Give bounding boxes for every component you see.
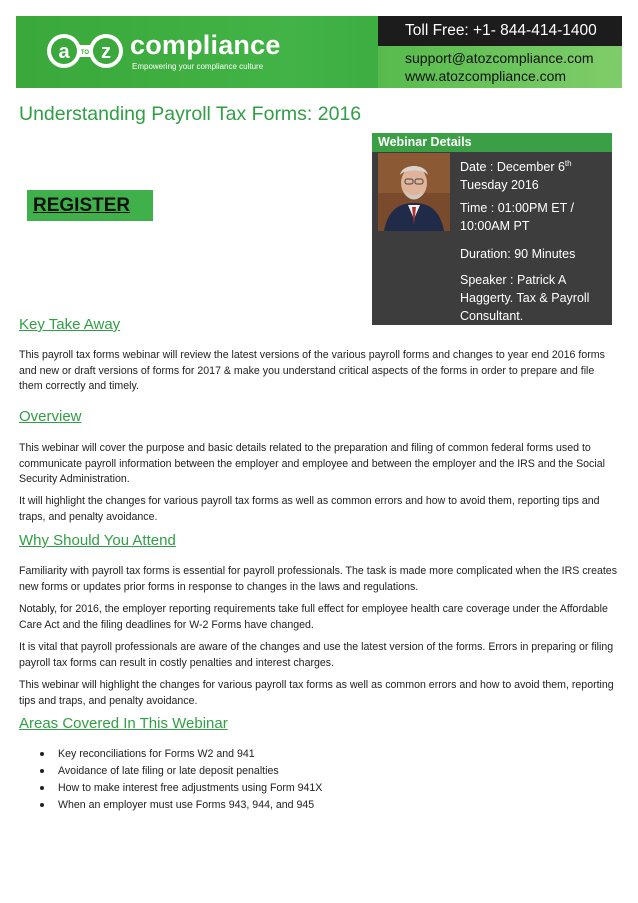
list-item: Key reconciliations for Forms W2 and 941 [38,746,322,763]
why-attend-paragraph: Familiarity with payroll tax forms is essential for payroll professionals. The task is made more complicated when the IRS creates new forms or updates prior forms in response to changes in the laws and regulations. [19,565,617,593]
areas-covered-heading: Areas Covered In This Webinar [19,715,228,732]
why-attend-paragraph: This webinar will highlight the changes for various payroll tax forms as well as common errors and how to avoid them, reporting tips and traps, and penalty avoidance. [19,679,614,707]
webinar-details-heading: Webinar Details [372,133,612,152]
list-item: When an employer must use Forms 943, 944, and 945 [38,797,322,814]
list-item: How to make interest free adjustments using Form 941X [38,780,322,797]
key-take-away-heading: Key Take Away [19,316,121,333]
webinar-details-panel [372,133,612,325]
toll-free-strip [378,16,622,46]
overview-paragraph: It will highlight the changes for various payroll tax forms as well as common errors and how to avoid them, reporting tips and traps, and penalty avoidance. [19,495,600,523]
webinar-day: Tuesday 2016 [460,178,539,193]
overview-paragraph: This webinar will cover the purpose and basic details related to the preparation and filing of common federal forms used to communicate payroll information between the employer and employee and between the employer and the IRS and the Social Security Administration. [19,442,605,485]
webinar-time: Time : 01:00PM ET / 10:00AM PT [460,201,574,233]
webinar-date-ordinal: th [564,159,572,168]
header-banner [16,16,622,88]
logo-letter-to: TO [80,50,90,56]
webinar-speaker: Speaker : Patrick A Haggerty. Tax & Payroll Consultant. [460,273,590,323]
key-take-away-paragraph: This payroll tax forms webinar will review the latest versions of the various payroll forms and changes to year end 2016 forms and new or draft versions of forms for 2017 & make you understand critical aspects of the forms in order to prepare and file them correctly and timely. [19,349,605,392]
atoz-logo-icon [44,29,128,73]
speaker-photo [378,153,450,231]
why-attend-paragraph: Notably, for 2016, the employer reporting requirements take full effect for employee health care coverage under the Affordable Care Act and the filing deadlines for W-2 Forms have changed. [19,603,608,631]
overview-heading: Overview [19,408,82,425]
webinar-duration: Duration: 90 Minutes [460,247,576,261]
webinar-date-text: Date : December 6 [460,160,565,175]
register-button[interactable]: REGISTER [27,190,153,221]
areas-covered-list [38,746,322,814]
toll-free-number: Toll Free: +1- 844-414-1400 [405,22,597,39]
logo-letter-z: z [101,41,111,63]
brand-tagline: Empowering your compliance culture [132,62,264,71]
list-item: Avoidance of late filing or late deposit penalties [38,763,322,780]
website-link[interactable]: www.atozcompliance.com [405,68,567,84]
webinar-date [460,155,608,194]
why-attend-heading: Why Should You Attend [19,532,176,549]
support-email[interactable]: support@atozcompliance.com [405,50,594,66]
logo-letter-a: a [58,41,70,63]
brand-name: compliance [130,30,281,60]
page-title: Understanding Payroll Tax Forms: 2016 [19,103,362,125]
contact-box [378,16,622,88]
why-attend-paragraph: It is vital that payroll professionals are aware of the changes and use the latest version of the forms. Errors in preparing or filing payroll tax forms can result in costly penalties and interest charges. [19,641,614,669]
